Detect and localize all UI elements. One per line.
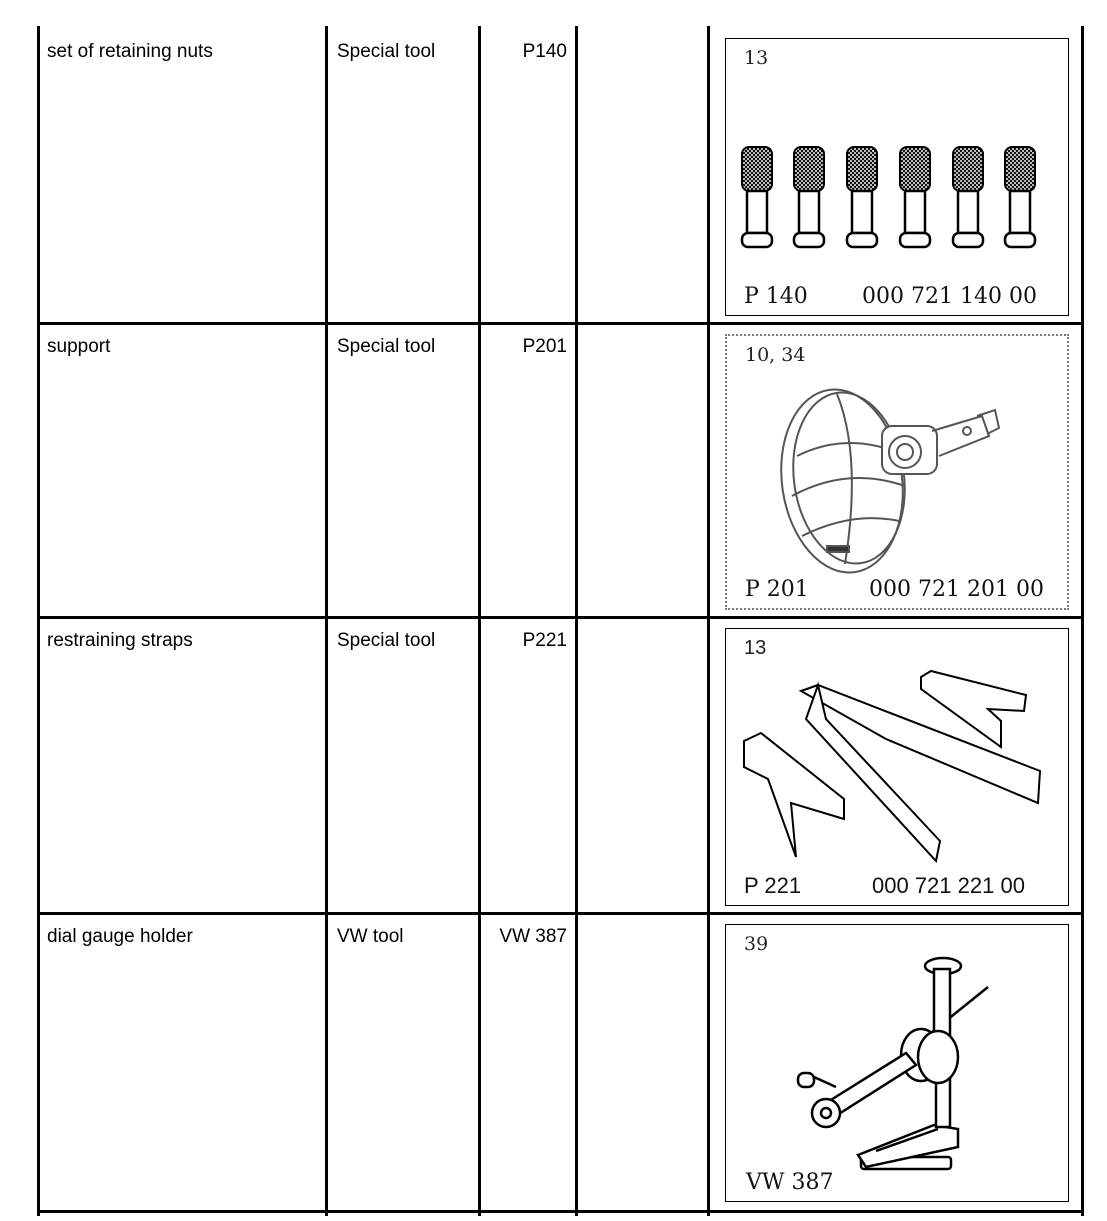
tool-designation: set of retaining nuts: [47, 41, 213, 62]
row-divider: [37, 322, 1084, 325]
tool-figure: [725, 334, 1069, 610]
tool-figure: [725, 924, 1069, 1202]
figure-code-left: P 201: [745, 577, 809, 602]
figure-label: 10, 34: [745, 344, 806, 366]
col-divider: [325, 26, 328, 1216]
tool-type: Special tool: [337, 336, 436, 357]
col-divider: [37, 26, 40, 1216]
tool-figure: [725, 38, 1069, 316]
row-divider: [37, 616, 1084, 619]
tool-designation: restraining straps: [47, 630, 193, 651]
tool-type: Special tool: [337, 630, 436, 651]
tool-number: VW 387: [499, 926, 567, 947]
col-divider: [1081, 26, 1084, 1216]
tool-figure: [725, 628, 1069, 906]
figure-code-left: P 221: [744, 873, 802, 898]
figure-label: 39: [744, 933, 769, 955]
figure-code-left: P 140: [744, 284, 808, 309]
dial-gauge-holder-icon: [726, 925, 1068, 1201]
retaining-nuts-icon: [726, 39, 1068, 315]
figure-code-right: 000 721 140 00: [862, 284, 1037, 309]
tool-number: P221: [522, 630, 567, 651]
figure-code-right: 000 721 221 00: [872, 873, 1025, 898]
row-divider: [37, 1210, 1084, 1213]
figure-code-right: 000 721 201 00: [869, 577, 1044, 602]
figure-label: 13: [744, 47, 769, 69]
tool-type: VW tool: [337, 926, 404, 947]
tool-number: P140: [522, 41, 567, 62]
figure-label: 13: [744, 637, 767, 659]
row-divider: [37, 912, 1084, 915]
col-divider: [707, 26, 710, 1216]
figure-code-left: VW 387: [746, 1170, 834, 1195]
restraining-straps-icon: [726, 629, 1068, 905]
support-icon: [727, 336, 1067, 608]
col-divider: [478, 26, 481, 1216]
tool-designation: dial gauge holder: [47, 926, 193, 947]
tool-designation: support: [47, 336, 111, 357]
tool-type: Special tool: [337, 41, 436, 62]
col-divider: [575, 26, 578, 1216]
tool-number: P201: [522, 336, 567, 357]
